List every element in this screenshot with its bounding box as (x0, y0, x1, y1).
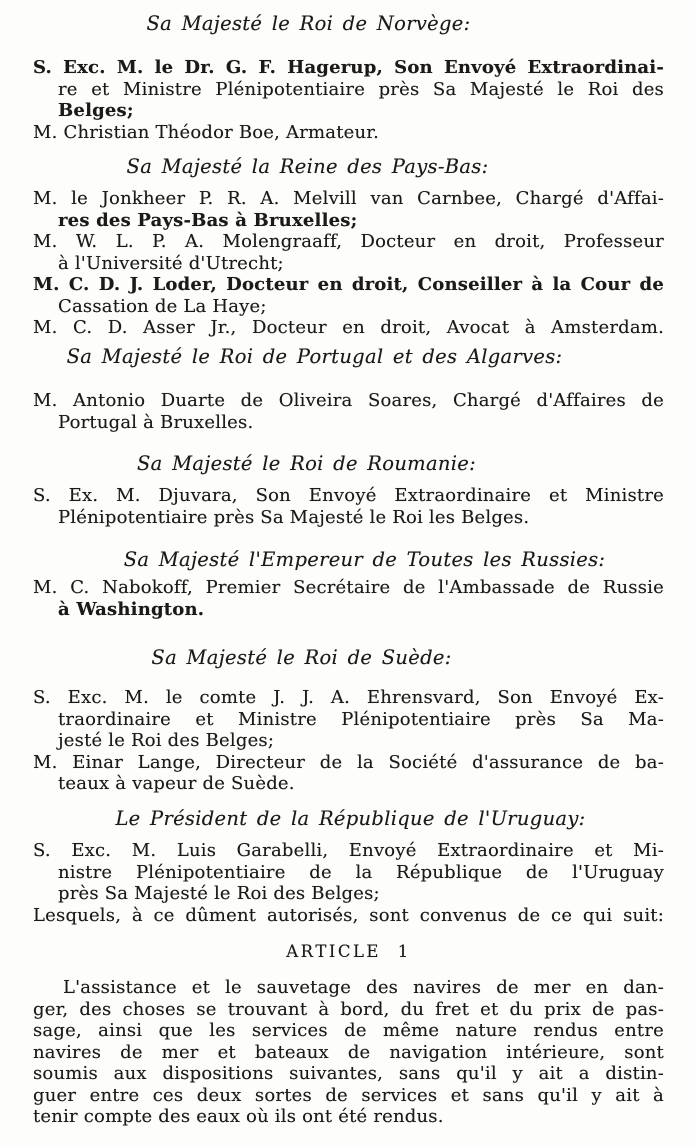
royal-heading-roumanie: Sa Majesté le Roi de Roumanie: (137, 452, 476, 475)
text-line: sage, ainsi que les services de même nature rendus entre (33, 1020, 664, 1041)
text-line: M. W. L. P. A. Molengraaff, Docteur en droit, Professeur (33, 231, 664, 252)
royal-heading-russies: Sa Majesté l'Empereur de Toutes les Russies: (123, 548, 606, 571)
text-line: M. C. Nabokoff, Premier Secrétaire de l'Ambassade de Russie (33, 577, 664, 598)
royal-heading-portugal: Sa Majesté le Roi de Portugal et des Algarves: (66, 345, 563, 368)
text-line: Cassation de La Haye; (58, 295, 267, 317)
royal-heading-pays-bas: Sa Majesté la Reine des Pays-Bas: (126, 155, 489, 178)
text-line: S. Exc. M. le comte J. J. A. Ehrensvard, Son Envoyé Ex- (33, 687, 664, 708)
text-line: Lesquels, à ce dûment autorisés, sont convenus de ce qui suit: (33, 904, 664, 926)
text-line: S. Ex. M. Djuvara, Son Envoyé Extraordinaire et Ministre (33, 485, 664, 506)
text-line: M. le Jonkheer P. R. A. Melvill van Carnbee, Chargé d'Affai- (33, 188, 664, 209)
royal-heading-norvege: Sa Majesté le Roi de Norvège: (146, 12, 471, 35)
text-line: navires de mer et bateaux de navigation intérieure, sont (33, 1041, 664, 1063)
text-line: Portugal à Bruxelles. (58, 411, 254, 433)
text-line: à Washington. (58, 598, 205, 620)
text-line: M. Christian Théodor Boe, Armateur. (33, 121, 380, 143)
text-line: nistre Plénipotentiaire de la République de l'Uruguay (58, 861, 664, 883)
text-line: jesté le Roi des Belges; (58, 730, 275, 751)
text-line: M. Antonio Duarte de Oliveira Soares, Chargé d'Affaires de (33, 390, 664, 411)
article-heading: ARTICLE 1 (286, 942, 411, 961)
text-line: à l'Université d'Utrecht; (58, 252, 284, 274)
text-line: Plénipotentiaire près Sa Majesté le Roi les Belges. (58, 506, 530, 528)
republic-heading-uruguay: Le Président de la République de l'Uruguay: (115, 807, 586, 830)
text-line: soumis aux dispositions suivantes, sans qu'il y ait a distin- (33, 1063, 664, 1084)
text-line: près Sa Majesté le Roi des Belges; (58, 883, 380, 904)
text-line: S. Exc. M. Luis Garabelli, Envoyé Extraordinaire et Mi- (33, 840, 664, 861)
text-line: Belges; (58, 100, 134, 121)
text-line: tenir compte des eaux où ils ont été rendus. (33, 1106, 444, 1127)
text-line: M. C. D. J. Loder, Docteur en droit, Conseiller à la Cour de (33, 274, 664, 295)
text-line: teaux à vapeur de Suède. (58, 773, 295, 794)
text-line: guer entre ces deux sortes de services et sans qu'il y ait à (33, 1084, 664, 1106)
text-line: M. C. D. Asser Jr., Docteur en droit, Avocat à Amsterdam. (33, 317, 664, 338)
text-line: S. Exc. M. le Dr. G. F. Hagerup, Son Envoyé Extraordinai- (33, 57, 664, 78)
text-line: ger, des choses se trouvant à bord, du fret et du prix de pas- (33, 998, 664, 1020)
text-line: L'assistance et le sauvetage des navires de mer en dan- (63, 977, 664, 998)
text-line: re et Ministre Plénipotentiaire près Sa Majesté le Roi des (58, 78, 664, 100)
royal-heading-suede: Sa Majesté le Roi de Suède: (151, 646, 452, 669)
text-line: traordinaire et Ministre Plénipotentiaire près Sa Ma- (58, 708, 664, 730)
text-line: M. Einar Lange, Directeur de la Société d'assurance de ba- (33, 751, 664, 773)
text-line: res des Pays-Bas à Bruxelles; (58, 209, 358, 231)
